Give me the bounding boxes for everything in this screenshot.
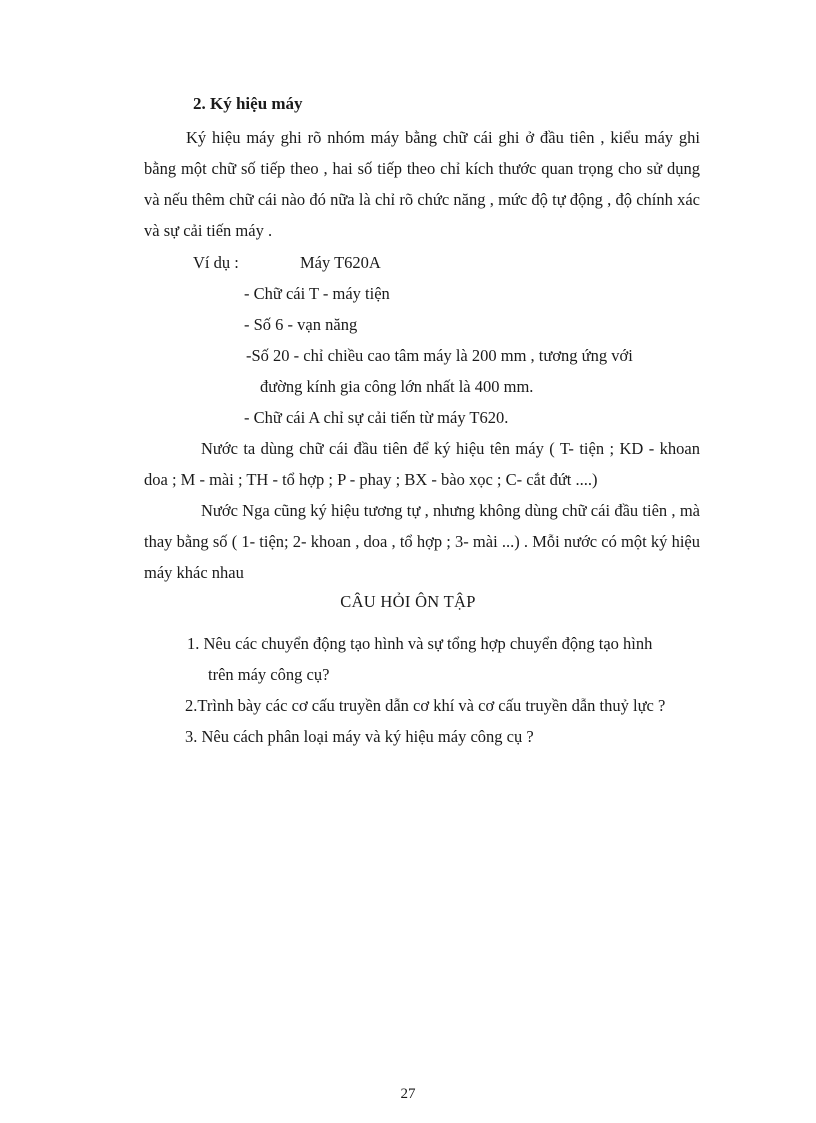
- page-number: 27: [400, 1086, 416, 1102]
- example-item: - Số 6 - vạn năng: [244, 315, 358, 334]
- review-question-continuation: trên máy công cụ?: [208, 665, 330, 684]
- review-title: CÂU HỎI ÔN TẬP: [340, 592, 476, 611]
- vietnam-notation-paragraph: Nước ta dùng chữ cái đầu tiên để ký hiệu tên máy ( T- tiện ; KD - khoan doa ; M - mài ; TH - tổ hợp ; P - phay ; BX - bào xọc ; C- cắt đứt ....): [144, 439, 700, 489]
- review-question: 3. Nêu cách phân loại máy và ký hiệu máy công cụ ?: [185, 727, 534, 746]
- section-heading: 2. Ký hiệu máy: [193, 94, 303, 113]
- intro-paragraph: Ký hiệu máy ghi rõ nhóm máy bằng chữ cái ghi ở đầu tiên , kiểu máy ghi bằng một chữ số tiếp theo , hai số tiếp theo chỉ kích thước quan trọng cho sử dụng và nếu thêm chữ cái nào đó nữa là chỉ rõ chức năng , mức độ tự động , độ chính xác và sự cải tiến máy .: [144, 128, 700, 240]
- example-item: -Số 20 - chỉ chiều cao tâm máy là 200 mm , tương ứng với: [246, 346, 633, 365]
- review-question: 2.Trình bày các cơ cấu truyền dẫn cơ khí và cơ cấu truyền dẫn thuỷ lực ?: [185, 696, 666, 715]
- example-label: Ví dụ :: [193, 253, 239, 272]
- example-item: - Chữ cái A chỉ sự cải tiến từ máy T620.: [244, 408, 509, 427]
- example-value: Máy T620A: [300, 253, 381, 272]
- review-question: 1. Nêu các chuyển động tạo hình và sự tổng hợp chuyển động tạo hình: [187, 634, 653, 653]
- russia-notation-paragraph: Nước Nga cũng ký hiệu tương tự , nhưng không dùng chữ cái đầu tiên , mà thay bằng số ( 1- tiện; 2- khoan , doa , tổ hợp ; 3- mài ...) . Mỗi nước có một ký hiệu máy khác nhau: [144, 501, 700, 582]
- example-item: - Chữ cái T - máy tiện: [244, 284, 390, 303]
- example-item-continuation: đường kính gia công lớn nhất là 400 mm.: [260, 377, 534, 396]
